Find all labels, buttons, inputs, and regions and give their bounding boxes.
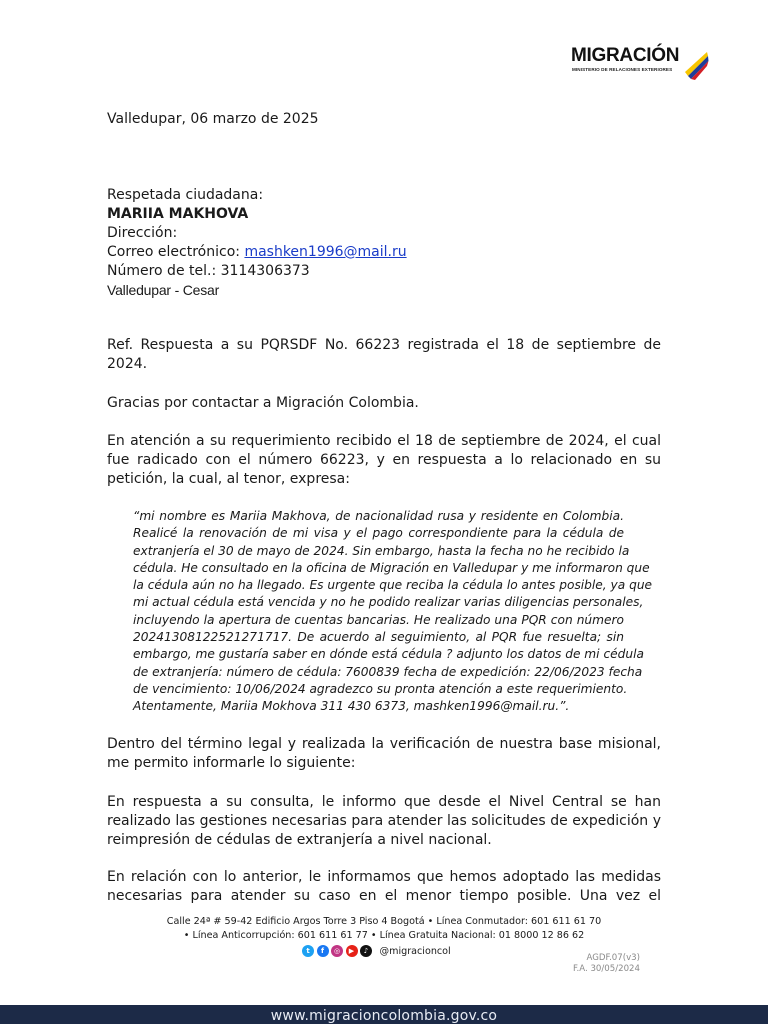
quote-line: incluyendo la apertura de cuentas bancarias. He realizado una PQR con número: [133, 612, 624, 627]
footer-address-line: • Línea Anticorrupción: 601 611 61 77 • Línea Gratuita Nacional: 01 8000 12 86 62: [183, 930, 585, 941]
letter-date: Valledupar, 06 marzo de 2025: [107, 111, 319, 127]
quote-line: cédula. He consultado en la oficina de Migración en Valledupar y me informaron que: [133, 560, 650, 575]
twitter-glyph: t: [306, 947, 310, 955]
quote-line: extranjería el 30 de mayo de 2024. Sin embargo, hasta la fecha no he recibido la: [133, 543, 630, 558]
tiktok-icon[interactable]: [360, 945, 372, 957]
facebook-icon[interactable]: [317, 945, 329, 957]
instagram-icon[interactable]: [331, 945, 343, 957]
quote-line: Realicé la renovación de mi visa y el pago correspondiente para la cédula de: [133, 526, 624, 541]
recipient-name: MARIIA MAKHOVA: [107, 206, 249, 222]
document-date: F.A. 30/05/2024: [572, 964, 640, 974]
phone-line: Número de tel.: 3114306373: [107, 263, 310, 279]
quote-line: embargo, me gustaría saber en dónde está cédula ? adjunto los datos de mi cédula: [133, 647, 644, 662]
response-line: reimpresión de cédulas de extranjería a nivel nacional.: [107, 832, 492, 848]
verification-line: me permito informarle lo siguiente:: [107, 755, 356, 771]
footer-address-line: Calle 24ª # 59-42 Edificio Argos Torre 3 Piso 4 Bogotá • Línea Conmutador: 601 611 61 70: [166, 916, 602, 927]
quote-line: Atentamente, Mariia Mokhova 311 430 6373, mashken1996@mail.ru.”.: [133, 699, 570, 714]
relation-line: En relación con lo anterior, le informamos que hemos adoptado las medidas: [107, 869, 661, 885]
social-handle[interactable]: @migracioncol: [379, 945, 451, 957]
address-label: Dirección:: [107, 225, 178, 241]
website-footer-bar: [0, 1005, 768, 1024]
footer-address: [0, 915, 768, 943]
salutation: Respetada ciudadana:: [107, 187, 264, 203]
reference-line-2: 2024.: [107, 356, 148, 372]
logo-subtitle: MINISTERIO DE RELACIONES EXTERIORES: [572, 67, 673, 72]
youtube-icon[interactable]: [346, 945, 358, 957]
twitter-icon[interactable]: [302, 945, 314, 957]
logo-wordmark: MIGRACIÓN: [571, 45, 680, 66]
quote-line: mi actual cédula está vencida y no he podido realizar varias diligencias personales,: [133, 595, 644, 610]
tiktok-glyph: ♪: [363, 947, 369, 955]
facebook-glyph: f: [320, 947, 325, 955]
citizen-quote: [133, 508, 653, 716]
quote-line: de extranjería: número de cédula: 7600839 fecha de expedición: 22/06/2023 fecha: [133, 664, 643, 679]
website-link[interactable]: www.migracioncolombia.gov.co: [270, 1008, 498, 1024]
document-code: AGDF.07(v3): [586, 953, 640, 963]
city-line: Valledupar - Cesar: [107, 282, 220, 298]
reference-line-1: Ref. Respuesta a su PQRSDF No. 66223 registrada el 18 de septiembre de: [107, 337, 661, 353]
verification-line: Dentro del término legal y realizada la verificación de nuestra base misional,: [107, 736, 661, 752]
email-label: Correo electrónico:: [107, 244, 245, 260]
intro-line: fue radicado con el número 66223, y en respuesta a lo relacionado en su: [107, 452, 661, 468]
email-link[interactable]: mashken1996@mail.ru: [244, 244, 407, 260]
quote-line: la cédula aún no ha llegado. Es urgente que reciba la cédula lo antes posible, ya que: [133, 578, 653, 593]
intro-line: En atención a su requerimiento recibido el 18 de septiembre de 2024, el cual: [107, 433, 661, 449]
flag-swoosh-icon: [683, 50, 709, 80]
quote-line: 20241308122521271717. De acuerdo al seguimiento, al PQR fue resuelta; sin: [133, 630, 624, 645]
migracion-logo: [571, 46, 711, 80]
thanks-line: Gracias por contactar a Migración Colombia.: [107, 395, 419, 411]
instagram-glyph: ◎: [333, 947, 341, 955]
intro-line: petición, la cual, al tenor, expresa:: [107, 471, 350, 487]
quote-line: “mi nombre es Mariia Makhova, de nacionalidad rusa y residente en Colombia.: [133, 509, 624, 523]
relation-line: necesarias para atender su caso en el menor tiempo posible. Una vez el: [107, 888, 661, 904]
response-line: realizado las gestiones necesarias para atender las solicitudes de expedición y: [107, 813, 661, 829]
response-line: En respuesta a su consulta, le informo que desde el Nivel Central se han: [107, 794, 661, 810]
social-links: [302, 944, 451, 958]
youtube-glyph: ▶: [348, 947, 355, 955]
quote-line: de vencimiento: 10/06/2024 agradezco su pronta atención a este requerimiento.: [133, 681, 628, 696]
email-line: [107, 243, 407, 262]
